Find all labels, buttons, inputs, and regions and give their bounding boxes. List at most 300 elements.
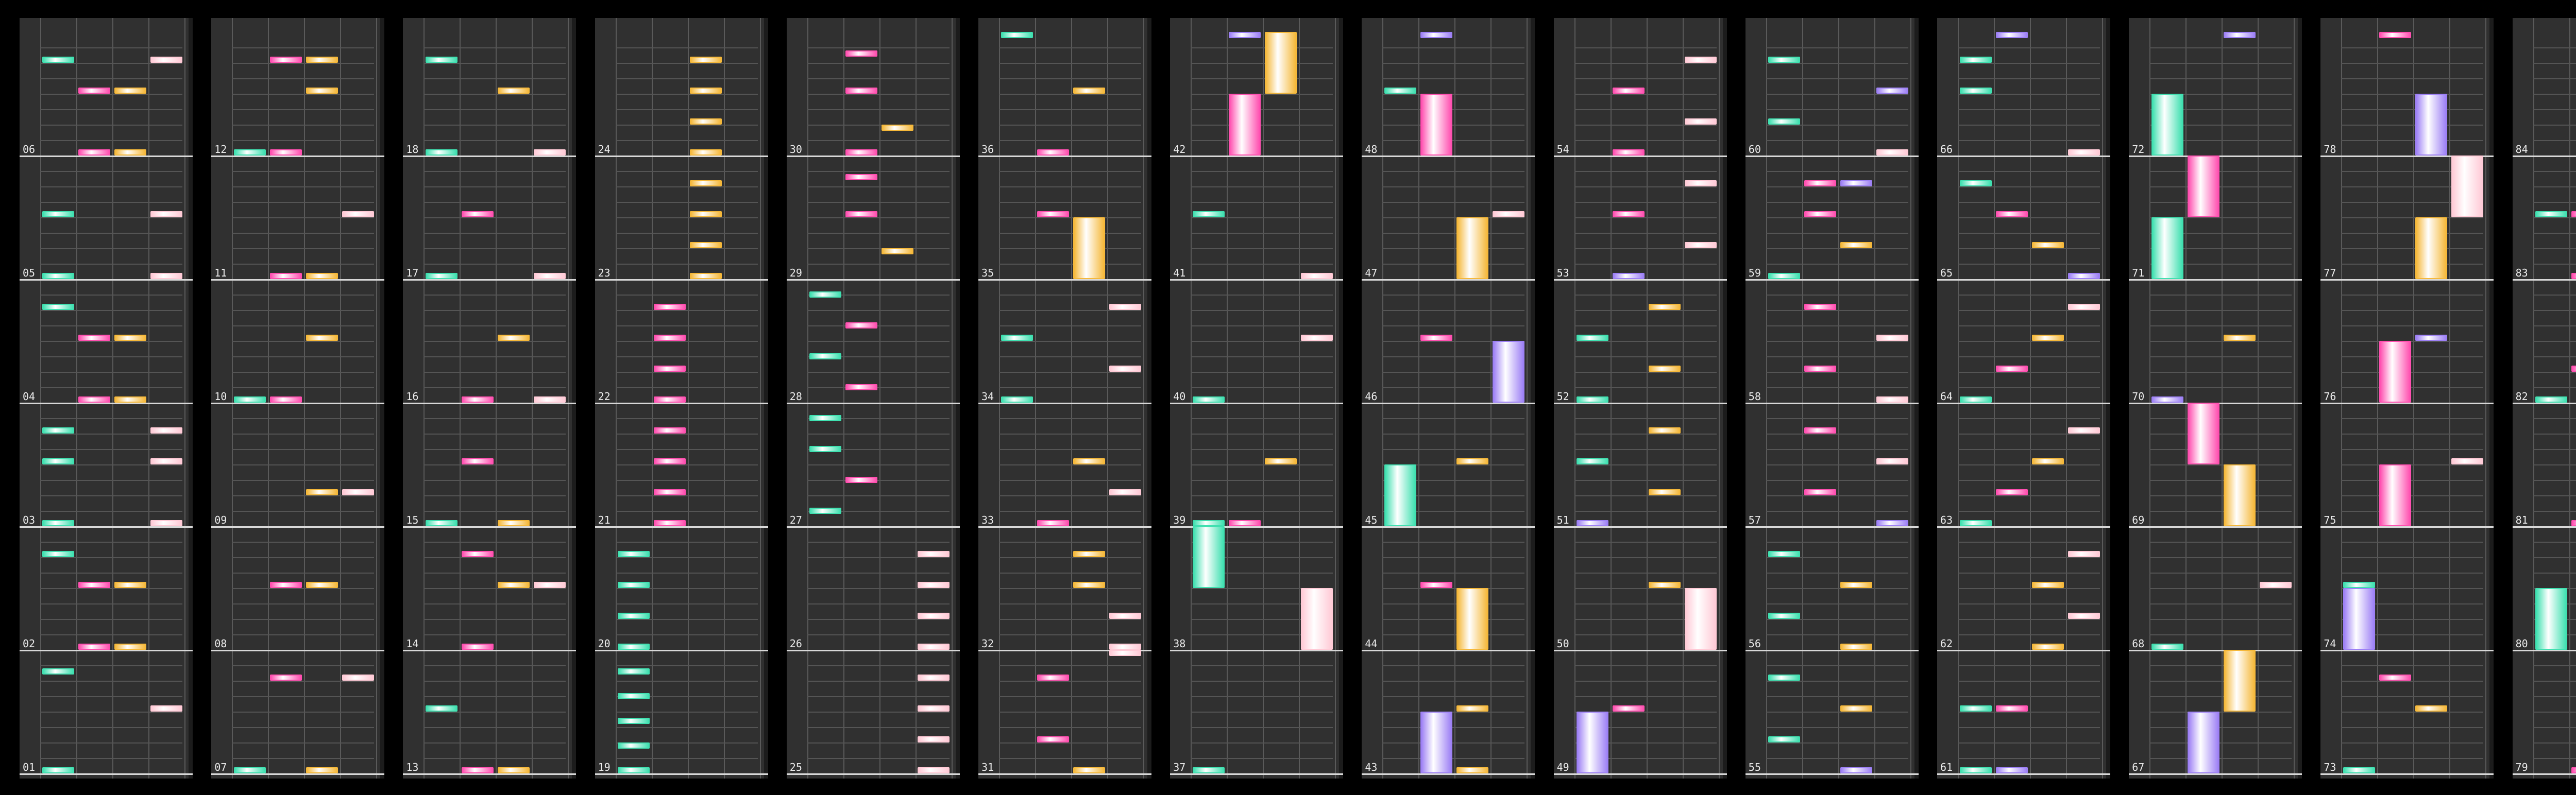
tap-note[interactable] bbox=[845, 149, 877, 155]
tap-note[interactable] bbox=[114, 335, 146, 341]
tap-note[interactable] bbox=[1193, 767, 1225, 773]
tap-note[interactable] bbox=[426, 57, 457, 63]
tap-note[interactable] bbox=[1073, 767, 1105, 773]
tap-note[interactable] bbox=[1996, 705, 2028, 712]
tap-note[interactable] bbox=[618, 613, 650, 619]
tap-note[interactable] bbox=[1109, 366, 1141, 372]
tap-note[interactable] bbox=[809, 353, 841, 359]
tap-note[interactable] bbox=[1193, 211, 1225, 217]
tap-note[interactable] bbox=[42, 427, 74, 434]
tap-note[interactable] bbox=[882, 125, 913, 131]
tap-note[interactable] bbox=[1960, 57, 1992, 63]
tap-note[interactable] bbox=[809, 446, 841, 452]
tap-note[interactable] bbox=[845, 174, 877, 180]
tap-note[interactable] bbox=[270, 582, 302, 588]
tap-note[interactable] bbox=[1768, 613, 1800, 619]
tap-note[interactable] bbox=[1876, 149, 1908, 155]
tap-note[interactable] bbox=[2032, 335, 2064, 341]
tap-note[interactable] bbox=[1768, 273, 1800, 279]
tap-note[interactable] bbox=[1996, 32, 2028, 38]
tap-note[interactable] bbox=[1804, 211, 1836, 217]
tap-note[interactable] bbox=[42, 273, 74, 279]
tap-note[interactable] bbox=[2068, 149, 2100, 155]
tap-note[interactable] bbox=[1420, 582, 1452, 588]
tap-note[interactable] bbox=[1840, 582, 1872, 588]
tap-note[interactable] bbox=[918, 705, 950, 712]
tap-note[interactable] bbox=[618, 644, 650, 650]
tap-note[interactable] bbox=[150, 705, 182, 712]
tap-note[interactable] bbox=[809, 415, 841, 421]
tap-note[interactable] bbox=[1840, 767, 1872, 773]
hold-note[interactable] bbox=[2188, 712, 2219, 773]
tap-note[interactable] bbox=[114, 582, 146, 588]
tap-note[interactable] bbox=[1037, 520, 1069, 526]
tap-note[interactable] bbox=[498, 88, 530, 94]
hold-note[interactable] bbox=[2415, 217, 2447, 279]
tap-note[interactable] bbox=[618, 767, 650, 773]
panel-scrollbar[interactable] bbox=[1531, 18, 1535, 779]
tap-note[interactable] bbox=[1876, 88, 1908, 94]
tap-note[interactable] bbox=[1996, 767, 2028, 773]
tap-note[interactable] bbox=[918, 644, 950, 650]
measure-panel[interactable] bbox=[1554, 18, 1727, 779]
tap-note[interactable] bbox=[114, 396, 146, 403]
tap-note[interactable] bbox=[1384, 88, 1416, 94]
tap-note[interactable] bbox=[845, 384, 877, 390]
tap-note[interactable] bbox=[654, 396, 686, 403]
tap-note[interactable] bbox=[1577, 335, 1608, 341]
tap-note[interactable] bbox=[618, 582, 650, 588]
tap-note[interactable] bbox=[1876, 458, 1908, 464]
tap-note[interactable] bbox=[1109, 613, 1141, 619]
panel-scrollbar[interactable] bbox=[1914, 18, 1919, 779]
measure-panel[interactable] bbox=[2320, 18, 2494, 779]
tap-note[interactable] bbox=[462, 551, 494, 557]
tap-note[interactable] bbox=[690, 88, 722, 94]
tap-note[interactable] bbox=[618, 693, 650, 699]
tap-note[interactable] bbox=[654, 427, 686, 434]
hold-note[interactable] bbox=[1420, 712, 1452, 773]
panel-scrollbar[interactable] bbox=[1723, 18, 1727, 779]
hold-note[interactable] bbox=[2151, 94, 2183, 155]
tap-note[interactable] bbox=[2151, 396, 2183, 403]
tap-note[interactable] bbox=[42, 767, 74, 773]
tap-note[interactable] bbox=[918, 736, 950, 742]
tap-note[interactable] bbox=[1804, 427, 1836, 434]
tap-note[interactable] bbox=[42, 57, 74, 63]
tap-note[interactable] bbox=[462, 644, 494, 650]
tap-note[interactable] bbox=[270, 675, 302, 681]
hold-note[interactable] bbox=[2188, 403, 2219, 464]
tap-note[interactable] bbox=[150, 273, 182, 279]
tap-note[interactable] bbox=[150, 211, 182, 217]
hold-note[interactable] bbox=[2224, 650, 2256, 712]
tap-note[interactable] bbox=[78, 582, 110, 588]
hold-note[interactable] bbox=[2451, 155, 2483, 217]
tap-note[interactable] bbox=[1685, 118, 1717, 125]
tap-note[interactable] bbox=[1613, 88, 1645, 94]
tap-note[interactable] bbox=[426, 520, 457, 526]
tap-note[interactable] bbox=[78, 335, 110, 341]
hold-note[interactable] bbox=[2343, 588, 2375, 650]
tap-note[interactable] bbox=[2415, 335, 2447, 341]
tap-note[interactable] bbox=[1613, 273, 1645, 279]
tap-note[interactable] bbox=[150, 458, 182, 464]
measure-panel[interactable] bbox=[20, 18, 193, 779]
tap-note[interactable] bbox=[1001, 32, 1033, 38]
tap-note[interactable] bbox=[1996, 489, 2028, 495]
tap-note[interactable] bbox=[2068, 551, 2100, 557]
tap-note[interactable] bbox=[1229, 520, 1261, 526]
tap-note[interactable] bbox=[1109, 650, 1141, 656]
tap-note[interactable] bbox=[1577, 458, 1608, 464]
tap-note[interactable] bbox=[2343, 582, 2375, 588]
beat-line bbox=[2533, 47, 2576, 48]
measure-panel[interactable] bbox=[403, 18, 576, 779]
tap-note[interactable] bbox=[2032, 242, 2064, 248]
tap-note[interactable] bbox=[1960, 88, 1992, 94]
tap-note[interactable] bbox=[1768, 118, 1800, 125]
tap-note[interactable] bbox=[1613, 149, 1645, 155]
tap-note[interactable] bbox=[1840, 242, 1872, 248]
tap-note[interactable] bbox=[2260, 582, 2292, 588]
tap-note[interactable] bbox=[618, 718, 650, 724]
tap-note[interactable] bbox=[2068, 427, 2100, 434]
beat-line bbox=[2533, 217, 2576, 218]
tap-note[interactable] bbox=[1804, 180, 1836, 186]
tap-note[interactable] bbox=[2379, 675, 2411, 681]
tap-note[interactable] bbox=[1001, 396, 1033, 403]
tap-note[interactable] bbox=[42, 551, 74, 557]
tap-note[interactable] bbox=[1840, 705, 1872, 712]
tap-note[interactable] bbox=[2571, 211, 2576, 217]
hold-note[interactable] bbox=[1073, 217, 1105, 279]
tap-note[interactable] bbox=[1193, 520, 1225, 526]
tap-note[interactable] bbox=[2343, 767, 2375, 773]
tap-note[interactable] bbox=[690, 149, 722, 155]
tap-note[interactable] bbox=[78, 149, 110, 155]
tap-note[interactable] bbox=[2068, 304, 2100, 310]
tap-note[interactable] bbox=[2224, 335, 2256, 341]
tap-note[interactable] bbox=[1876, 396, 1908, 403]
tap-note[interactable] bbox=[1073, 458, 1105, 464]
tap-note[interactable] bbox=[1768, 551, 1800, 557]
tap-note[interactable] bbox=[462, 211, 494, 217]
tap-note[interactable] bbox=[618, 668, 650, 675]
tap-note[interactable] bbox=[654, 335, 686, 341]
tap-note[interactable] bbox=[114, 644, 146, 650]
panel-scrollbar[interactable] bbox=[1147, 18, 1151, 779]
tap-note[interactable] bbox=[618, 551, 650, 557]
hold-note[interactable] bbox=[2379, 341, 2411, 403]
tap-note[interactable] bbox=[1685, 242, 1717, 248]
hold-note[interactable] bbox=[1265, 32, 1297, 94]
measure-panel[interactable] bbox=[978, 18, 1151, 779]
tap-note[interactable] bbox=[618, 742, 650, 749]
tap-note[interactable] bbox=[1960, 396, 1992, 403]
tap-note[interactable] bbox=[1804, 304, 1836, 310]
tap-note[interactable] bbox=[1649, 582, 1681, 588]
tap-note[interactable] bbox=[1073, 88, 1105, 94]
hold-note[interactable] bbox=[2535, 588, 2567, 650]
tap-note[interactable] bbox=[498, 767, 530, 773]
tap-note[interactable] bbox=[234, 149, 266, 155]
tap-note[interactable] bbox=[1996, 211, 2028, 217]
tap-note[interactable] bbox=[42, 668, 74, 675]
tap-note[interactable] bbox=[1193, 396, 1225, 403]
tap-note[interactable] bbox=[1493, 211, 1524, 217]
tap-note[interactable] bbox=[498, 520, 530, 526]
tap-note[interactable] bbox=[2535, 396, 2567, 403]
tap-note[interactable] bbox=[150, 520, 182, 526]
tap-note[interactable] bbox=[1649, 489, 1681, 495]
hold-note[interactable] bbox=[2379, 464, 2411, 526]
tap-note[interactable] bbox=[845, 211, 877, 217]
hold-note[interactable] bbox=[1301, 588, 1333, 650]
tap-note[interactable] bbox=[1960, 705, 1992, 712]
tap-note[interactable] bbox=[1420, 32, 1452, 38]
hold-note[interactable] bbox=[2224, 464, 2256, 526]
tap-note[interactable] bbox=[845, 477, 877, 483]
tap-note[interactable] bbox=[1768, 736, 1800, 742]
tap-note[interactable] bbox=[1685, 57, 1717, 63]
panel-scrollbar[interactable] bbox=[956, 18, 960, 779]
tap-note[interactable] bbox=[306, 582, 338, 588]
tap-note[interactable] bbox=[2068, 613, 2100, 619]
tap-note[interactable] bbox=[306, 57, 338, 63]
tap-note[interactable] bbox=[1229, 32, 1261, 38]
tap-note[interactable] bbox=[1876, 520, 1908, 526]
panel-scrollbar[interactable] bbox=[2298, 18, 2302, 779]
tap-note[interactable] bbox=[2451, 458, 2483, 464]
tap-note[interactable] bbox=[342, 489, 374, 495]
tap-note[interactable] bbox=[342, 211, 374, 217]
tap-note[interactable] bbox=[534, 273, 566, 279]
hold-note[interactable] bbox=[1456, 588, 1488, 650]
tap-note[interactable] bbox=[845, 50, 877, 57]
tap-note[interactable] bbox=[2151, 644, 2183, 650]
tap-note[interactable] bbox=[690, 118, 722, 125]
panel-scrollbar[interactable] bbox=[2106, 18, 2110, 779]
tap-note[interactable] bbox=[2571, 366, 2576, 372]
hold-note[interactable] bbox=[1420, 94, 1452, 155]
panel-scrollbar[interactable] bbox=[572, 18, 576, 779]
tap-note[interactable] bbox=[1037, 211, 1069, 217]
tap-note[interactable] bbox=[270, 396, 302, 403]
tap-note[interactable] bbox=[918, 551, 950, 557]
measure-panel[interactable] bbox=[2513, 18, 2576, 779]
measure-panel[interactable] bbox=[2129, 18, 2302, 779]
tap-note[interactable] bbox=[1037, 149, 1069, 155]
measure-panel[interactable] bbox=[1170, 18, 1343, 779]
tap-note[interactable] bbox=[918, 613, 950, 619]
tap-note[interactable] bbox=[1265, 458, 1297, 464]
tap-note[interactable] bbox=[1037, 675, 1069, 681]
tap-note[interactable] bbox=[690, 242, 722, 248]
tap-note[interactable] bbox=[1577, 396, 1608, 403]
hold-note[interactable] bbox=[1577, 712, 1608, 773]
tap-note[interactable] bbox=[1577, 520, 1608, 526]
tap-note[interactable] bbox=[690, 180, 722, 186]
tap-note[interactable] bbox=[1456, 705, 1488, 712]
tap-note[interactable] bbox=[918, 767, 950, 773]
tap-note[interactable] bbox=[42, 458, 74, 464]
tap-note[interactable] bbox=[654, 304, 686, 310]
tap-note[interactable] bbox=[2571, 767, 2576, 773]
tap-note[interactable] bbox=[1109, 644, 1141, 650]
tap-note[interactable] bbox=[306, 489, 338, 495]
tap-note[interactable] bbox=[654, 520, 686, 526]
measure-panel[interactable] bbox=[1745, 18, 1919, 779]
tap-note[interactable] bbox=[426, 149, 457, 155]
tap-note[interactable] bbox=[809, 291, 841, 298]
tap-note[interactable] bbox=[809, 508, 841, 514]
tap-note[interactable] bbox=[654, 489, 686, 495]
tap-note[interactable] bbox=[1685, 180, 1717, 186]
tap-note[interactable] bbox=[1301, 335, 1333, 341]
hold-note[interactable] bbox=[1193, 526, 1225, 588]
hold-note[interactable] bbox=[1229, 94, 1261, 155]
panel-scrollbar[interactable] bbox=[764, 18, 768, 779]
tap-note[interactable] bbox=[1649, 427, 1681, 434]
tap-note[interactable] bbox=[42, 211, 74, 217]
tap-note[interactable] bbox=[270, 273, 302, 279]
tap-note[interactable] bbox=[1109, 489, 1141, 495]
tap-note[interactable] bbox=[1073, 551, 1105, 557]
hold-note[interactable] bbox=[2415, 94, 2447, 155]
tap-note[interactable] bbox=[845, 88, 877, 94]
tap-note[interactable] bbox=[1876, 335, 1908, 341]
hold-note[interactable] bbox=[1384, 464, 1416, 526]
tap-note[interactable] bbox=[882, 248, 913, 254]
tap-note[interactable] bbox=[1768, 675, 1800, 681]
measure-panel[interactable] bbox=[787, 18, 960, 779]
hold-note[interactable] bbox=[1456, 217, 1488, 279]
tap-note[interactable] bbox=[1960, 520, 1992, 526]
tap-note[interactable] bbox=[1649, 366, 1681, 372]
tap-note[interactable] bbox=[1649, 304, 1681, 310]
tap-note[interactable] bbox=[1109, 304, 1141, 310]
tap-note[interactable] bbox=[78, 644, 110, 650]
beat-line bbox=[2149, 573, 2292, 574]
tap-note[interactable] bbox=[2571, 273, 2576, 279]
beat-line bbox=[1191, 186, 1333, 187]
tap-note[interactable] bbox=[462, 458, 494, 464]
tap-note[interactable] bbox=[2032, 582, 2064, 588]
tap-note[interactable] bbox=[1960, 180, 1992, 186]
tap-note[interactable] bbox=[234, 396, 266, 403]
tap-note[interactable] bbox=[462, 767, 494, 773]
tap-note[interactable] bbox=[150, 427, 182, 434]
tap-note[interactable] bbox=[1960, 767, 1992, 773]
tap-note[interactable] bbox=[306, 767, 338, 773]
tap-note[interactable] bbox=[2571, 520, 2576, 526]
tap-note[interactable] bbox=[534, 149, 566, 155]
measure-panel[interactable] bbox=[211, 18, 384, 779]
measure-line bbox=[1554, 650, 1727, 651]
panel-scrollbar[interactable] bbox=[380, 18, 384, 779]
tap-note[interactable] bbox=[1613, 705, 1645, 712]
tap-note[interactable] bbox=[1037, 736, 1069, 742]
beat-line bbox=[616, 140, 758, 141]
tap-note[interactable] bbox=[306, 88, 338, 94]
tap-note[interactable] bbox=[1804, 366, 1836, 372]
tap-note[interactable] bbox=[150, 57, 182, 63]
tap-note[interactable] bbox=[426, 273, 457, 279]
panel-scrollbar[interactable] bbox=[189, 18, 193, 779]
hold-note[interactable] bbox=[2188, 155, 2219, 217]
tap-note[interactable] bbox=[1456, 767, 1488, 773]
tap-note[interactable] bbox=[1420, 335, 1452, 341]
tap-note[interactable] bbox=[498, 335, 530, 341]
tap-note[interactable] bbox=[42, 520, 74, 526]
tap-note[interactable] bbox=[78, 396, 110, 403]
tap-note[interactable] bbox=[342, 675, 374, 681]
tap-note[interactable] bbox=[654, 458, 686, 464]
tap-note[interactable] bbox=[270, 149, 302, 155]
tap-note[interactable] bbox=[1456, 458, 1488, 464]
beat-line bbox=[232, 634, 374, 635]
tap-note[interactable] bbox=[2415, 705, 2447, 712]
tap-note[interactable] bbox=[534, 582, 566, 588]
tap-note[interactable] bbox=[42, 304, 74, 310]
tap-note[interactable] bbox=[114, 149, 146, 155]
tap-note[interactable] bbox=[1804, 489, 1836, 495]
tap-note[interactable] bbox=[2224, 32, 2256, 38]
panel-scrollbar[interactable] bbox=[1339, 18, 1343, 779]
measure-panel[interactable] bbox=[1937, 18, 2110, 779]
tap-note[interactable] bbox=[2379, 32, 2411, 38]
tap-note[interactable] bbox=[2032, 458, 2064, 464]
tap-note[interactable] bbox=[690, 57, 722, 63]
tap-note[interactable] bbox=[2535, 211, 2567, 217]
tap-note[interactable] bbox=[234, 767, 266, 773]
tap-note[interactable] bbox=[78, 88, 110, 94]
tap-note[interactable] bbox=[1301, 273, 1333, 279]
panel-scrollbar[interactable] bbox=[2489, 18, 2494, 779]
tap-note[interactable] bbox=[918, 675, 950, 681]
tap-note[interactable] bbox=[1996, 366, 2028, 372]
tap-note[interactable] bbox=[1840, 644, 1872, 650]
tap-note[interactable] bbox=[1613, 211, 1645, 217]
tap-note[interactable] bbox=[270, 57, 302, 63]
tap-note[interactable] bbox=[1001, 335, 1033, 341]
tap-note[interactable] bbox=[462, 396, 494, 403]
tap-note[interactable] bbox=[2032, 644, 2064, 650]
tap-note[interactable] bbox=[306, 273, 338, 279]
hold-note[interactable] bbox=[1493, 341, 1524, 403]
tap-note[interactable] bbox=[498, 582, 530, 588]
tap-note[interactable] bbox=[534, 396, 566, 403]
hold-note[interactable] bbox=[1685, 588, 1717, 650]
tap-note[interactable] bbox=[426, 705, 457, 712]
tap-note[interactable] bbox=[918, 582, 950, 588]
hold-note[interactable] bbox=[2151, 217, 2183, 279]
tap-note[interactable] bbox=[690, 273, 722, 279]
tap-note[interactable] bbox=[306, 335, 338, 341]
measure-line bbox=[211, 526, 384, 528]
tap-note[interactable] bbox=[1768, 57, 1800, 63]
tap-note[interactable] bbox=[1073, 582, 1105, 588]
tap-note[interactable] bbox=[1840, 180, 1872, 186]
tap-note[interactable] bbox=[114, 88, 146, 94]
tap-note[interactable] bbox=[654, 366, 686, 372]
tap-note[interactable] bbox=[690, 211, 722, 217]
tap-note[interactable] bbox=[2068, 273, 2100, 279]
measure-panel[interactable] bbox=[1362, 18, 1535, 779]
measure-panel[interactable] bbox=[595, 18, 768, 779]
tap-note[interactable] bbox=[845, 322, 877, 329]
